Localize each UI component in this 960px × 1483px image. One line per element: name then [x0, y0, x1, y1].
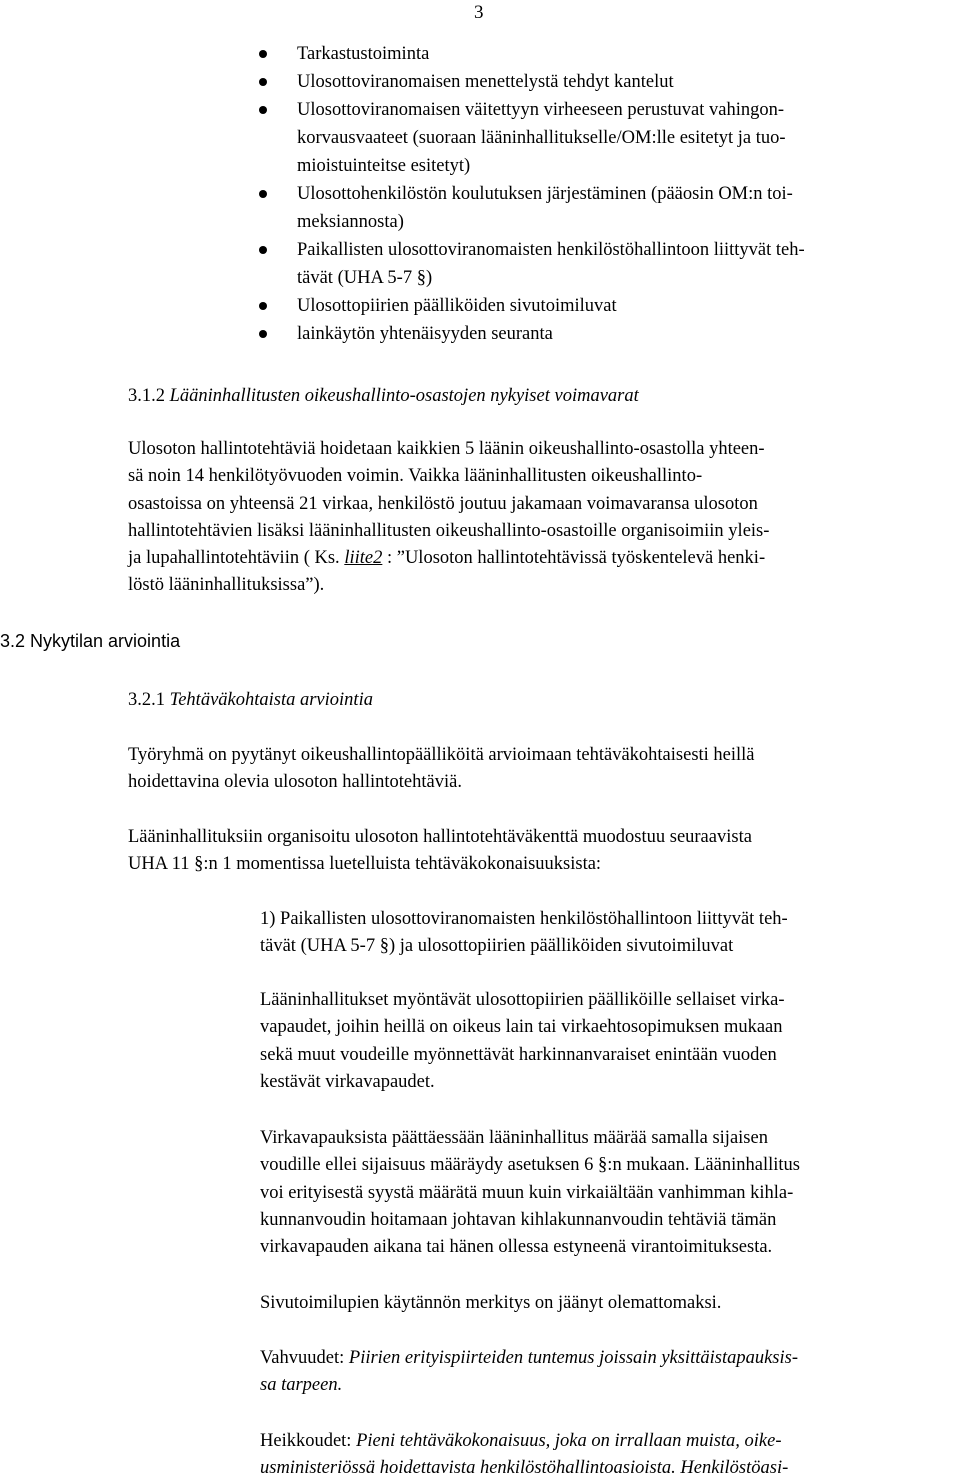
bullet-text: Tarkastustoiminta: [297, 44, 430, 64]
subsection-title: Tehtäväkohtaista arviointia: [169, 690, 373, 710]
paragraph-line: voudille ellei sijaisuus määräydy asetuksen 6 §:n mukaan. Lääninhallitus: [260, 1155, 800, 1176]
subsection-number: 3.1.2: [128, 386, 165, 406]
weaknesses-label: Heikkoudet:: [260, 1431, 352, 1451]
bullet-item: [259, 320, 949, 348]
paragraph-text: : ”Ulosoton hallintotehtävissä työskentelevä henki-: [382, 548, 766, 569]
side-job-paragraph: [260, 1290, 721, 1317]
bullet-text: tävät (UHA 5-7 §): [297, 268, 433, 288]
bullet-text: meksiannosta): [297, 212, 404, 232]
paragraph-line: tävät (UHA 5-7 §) ja ulosottopiirien päälliköiden sivutoimiluvat: [260, 936, 734, 957]
paragraph-line: Virkavapauksista päättäessään lääninhallitus määrää samalla sijaisen: [260, 1128, 768, 1148]
bullet-dot-icon: [259, 246, 267, 254]
paragraph-line: Lääninhallituksiin organisoitu ulosoton hallintotehtäväkenttä muodostuu seuraavista: [128, 827, 752, 847]
bullet-item: [259, 68, 949, 96]
bullet-dot-icon: [259, 330, 267, 338]
page-number: 3: [474, 2, 484, 23]
paragraph-line: Ulosoton hallintotehtäviä hoidetaan kaikkien 5 läänin oikeushallinto-osastolla yhteen-: [128, 439, 765, 459]
bullet-item: [259, 292, 949, 320]
appendix-link[interactable]: liite2: [344, 548, 383, 569]
paragraph-line: Sivutoimilupien käytännön merkitys on jäänyt olemattomaksi.: [260, 1293, 722, 1313]
bullet-text: Ulosottoviranomaisen menettelystä tehdyt kantelut: [297, 72, 674, 92]
paragraph-text: ja lupahallintotehtäviin ( Ks.: [128, 548, 345, 569]
leave-paragraph: [260, 987, 785, 1096]
bullet-text: mioistuinteitse esitetyt): [297, 156, 471, 176]
weaknesses-text: usministeriössä hoidettavista henkilöstöhallintoasioista. Henkilöstöasi-: [260, 1458, 789, 1479]
task-item-1-heading: [260, 906, 788, 961]
bullet-item: [259, 40, 949, 68]
bullet-text: Ulosottohenkilöstön koulutuksen järjestäminen (pääosin OM:n toi-: [297, 184, 793, 204]
task-field-paragraph: [128, 824, 752, 879]
substitute-paragraph: [260, 1125, 800, 1261]
paragraph-line: 1) Paikallisten ulosottoviranomaisten henkilöstöhallintoon liittyvät teh-: [260, 909, 788, 929]
paragraph-line: UHA 11 §:n 1 momentissa luetelluista tehtäväkokonaisuuksista:: [128, 854, 602, 875]
paragraph-line: [260, 1428, 788, 1455]
resources-paragraph: [128, 436, 769, 600]
weaknesses-text: Pieni tehtäväkokonaisuus, joka on irrallaan muista, oike-: [351, 1431, 782, 1451]
paragraph-line: osastoissa on yhteensä 21 virkaa, henkilöstö joutuu jakamaan voimavaransa ulosoton: [128, 493, 758, 514]
bullet-dot-icon: [259, 190, 267, 198]
paragraph-line: virkavapauden aikana tai hänen ollessa estyneenä virantoimituksesta.: [260, 1237, 773, 1258]
paragraph-line: hoidettavina olevia ulosoton hallintotehtäviä.: [128, 772, 462, 793]
bullet-dot-icon: [259, 302, 267, 310]
paragraph-line: Työryhmä on pyytänyt oikeushallintopäälliköitä arvioimaan tehtäväkohtaisesti heillä: [128, 745, 755, 765]
paragraph-line: kunnanvoudin hoitamaan johtavan kihlakunnanvoudin tehtäviä tämän: [260, 1209, 777, 1230]
subsection-heading-312: [128, 382, 639, 410]
subsection-title: Lääninhallitusten oikeushallinto-osastojen nykyiset voimavarat: [169, 386, 639, 406]
paragraph-line: vapaudet, joihin heillä on oikeus lain tai virkaehtosopimuksen mukaan: [260, 1017, 783, 1038]
task-bullet-list: [259, 40, 949, 348]
paragraph-line: löstö lääninhallituksissa”).: [128, 575, 325, 596]
bullet-item: [259, 236, 949, 292]
section-heading-32: 3.2 Nykytilan arviointia: [0, 631, 181, 651]
paragraph-line: sekä muut voudeille myönnettävät harkinnanvaraiset enintään vuoden: [260, 1044, 777, 1065]
paragraph-line: sä noin 14 henkilötyövuoden voimin. Vaikka lääninhallitusten oikeushallinto-: [128, 466, 703, 487]
bullet-dot-icon: [259, 78, 267, 86]
bullet-text: Paikallisten ulosottoviranomaisten henkilöstöhallintoon liittyvät teh-: [297, 240, 805, 260]
paragraph-line: kestävät virkavapaudet.: [260, 1071, 435, 1092]
evaluation-paragraph: [128, 742, 755, 797]
strengths-paragraph: [260, 1345, 798, 1400]
paragraph-line: [128, 545, 769, 572]
bullet-item: [259, 180, 949, 236]
bullet-text: Ulosottoviranomaisen väitettyyn virheeseen perustuvat vahingon-: [297, 100, 785, 120]
bullet-text: Ulosottopiirien päälliköiden sivutoimiluvat: [297, 296, 617, 316]
strengths-label: Vahvuudet:: [260, 1348, 345, 1368]
subsection-number: 3.2.1: [128, 690, 165, 710]
bullet-text: korvausvaateet (suoraan lääninhallitukselle/OM:lle esitetyt ja tuo-: [297, 128, 786, 148]
paragraph-line: hallintotehtävien lisäksi lääninhallitusten oikeushallinto-osastoille organisoimiin yleis-: [128, 520, 770, 541]
bullet-dot-icon: [259, 106, 267, 114]
paragraph-line: Lääninhallitukset myöntävät ulosottopiirien päälliköille sellaiset virka-: [260, 990, 785, 1010]
bullet-item: [259, 96, 949, 180]
weaknesses-paragraph: [260, 1428, 788, 1483]
subsection-heading-321: [128, 686, 373, 714]
paragraph-line: [260, 1345, 798, 1372]
bullet-dot-icon: [259, 50, 267, 58]
strengths-text: sa tarpeen.: [260, 1375, 343, 1396]
paragraph-line: voi erityisestä syystä määrätä muun kuin virkaiältään vanhimman kihla-: [260, 1182, 794, 1203]
bullet-text: lainkäytön yhtenäisyyden seuranta: [297, 324, 553, 344]
strengths-text: Piirien erityispiirteiden tuntemus joissain yksittäistapauksis-: [344, 1348, 798, 1368]
